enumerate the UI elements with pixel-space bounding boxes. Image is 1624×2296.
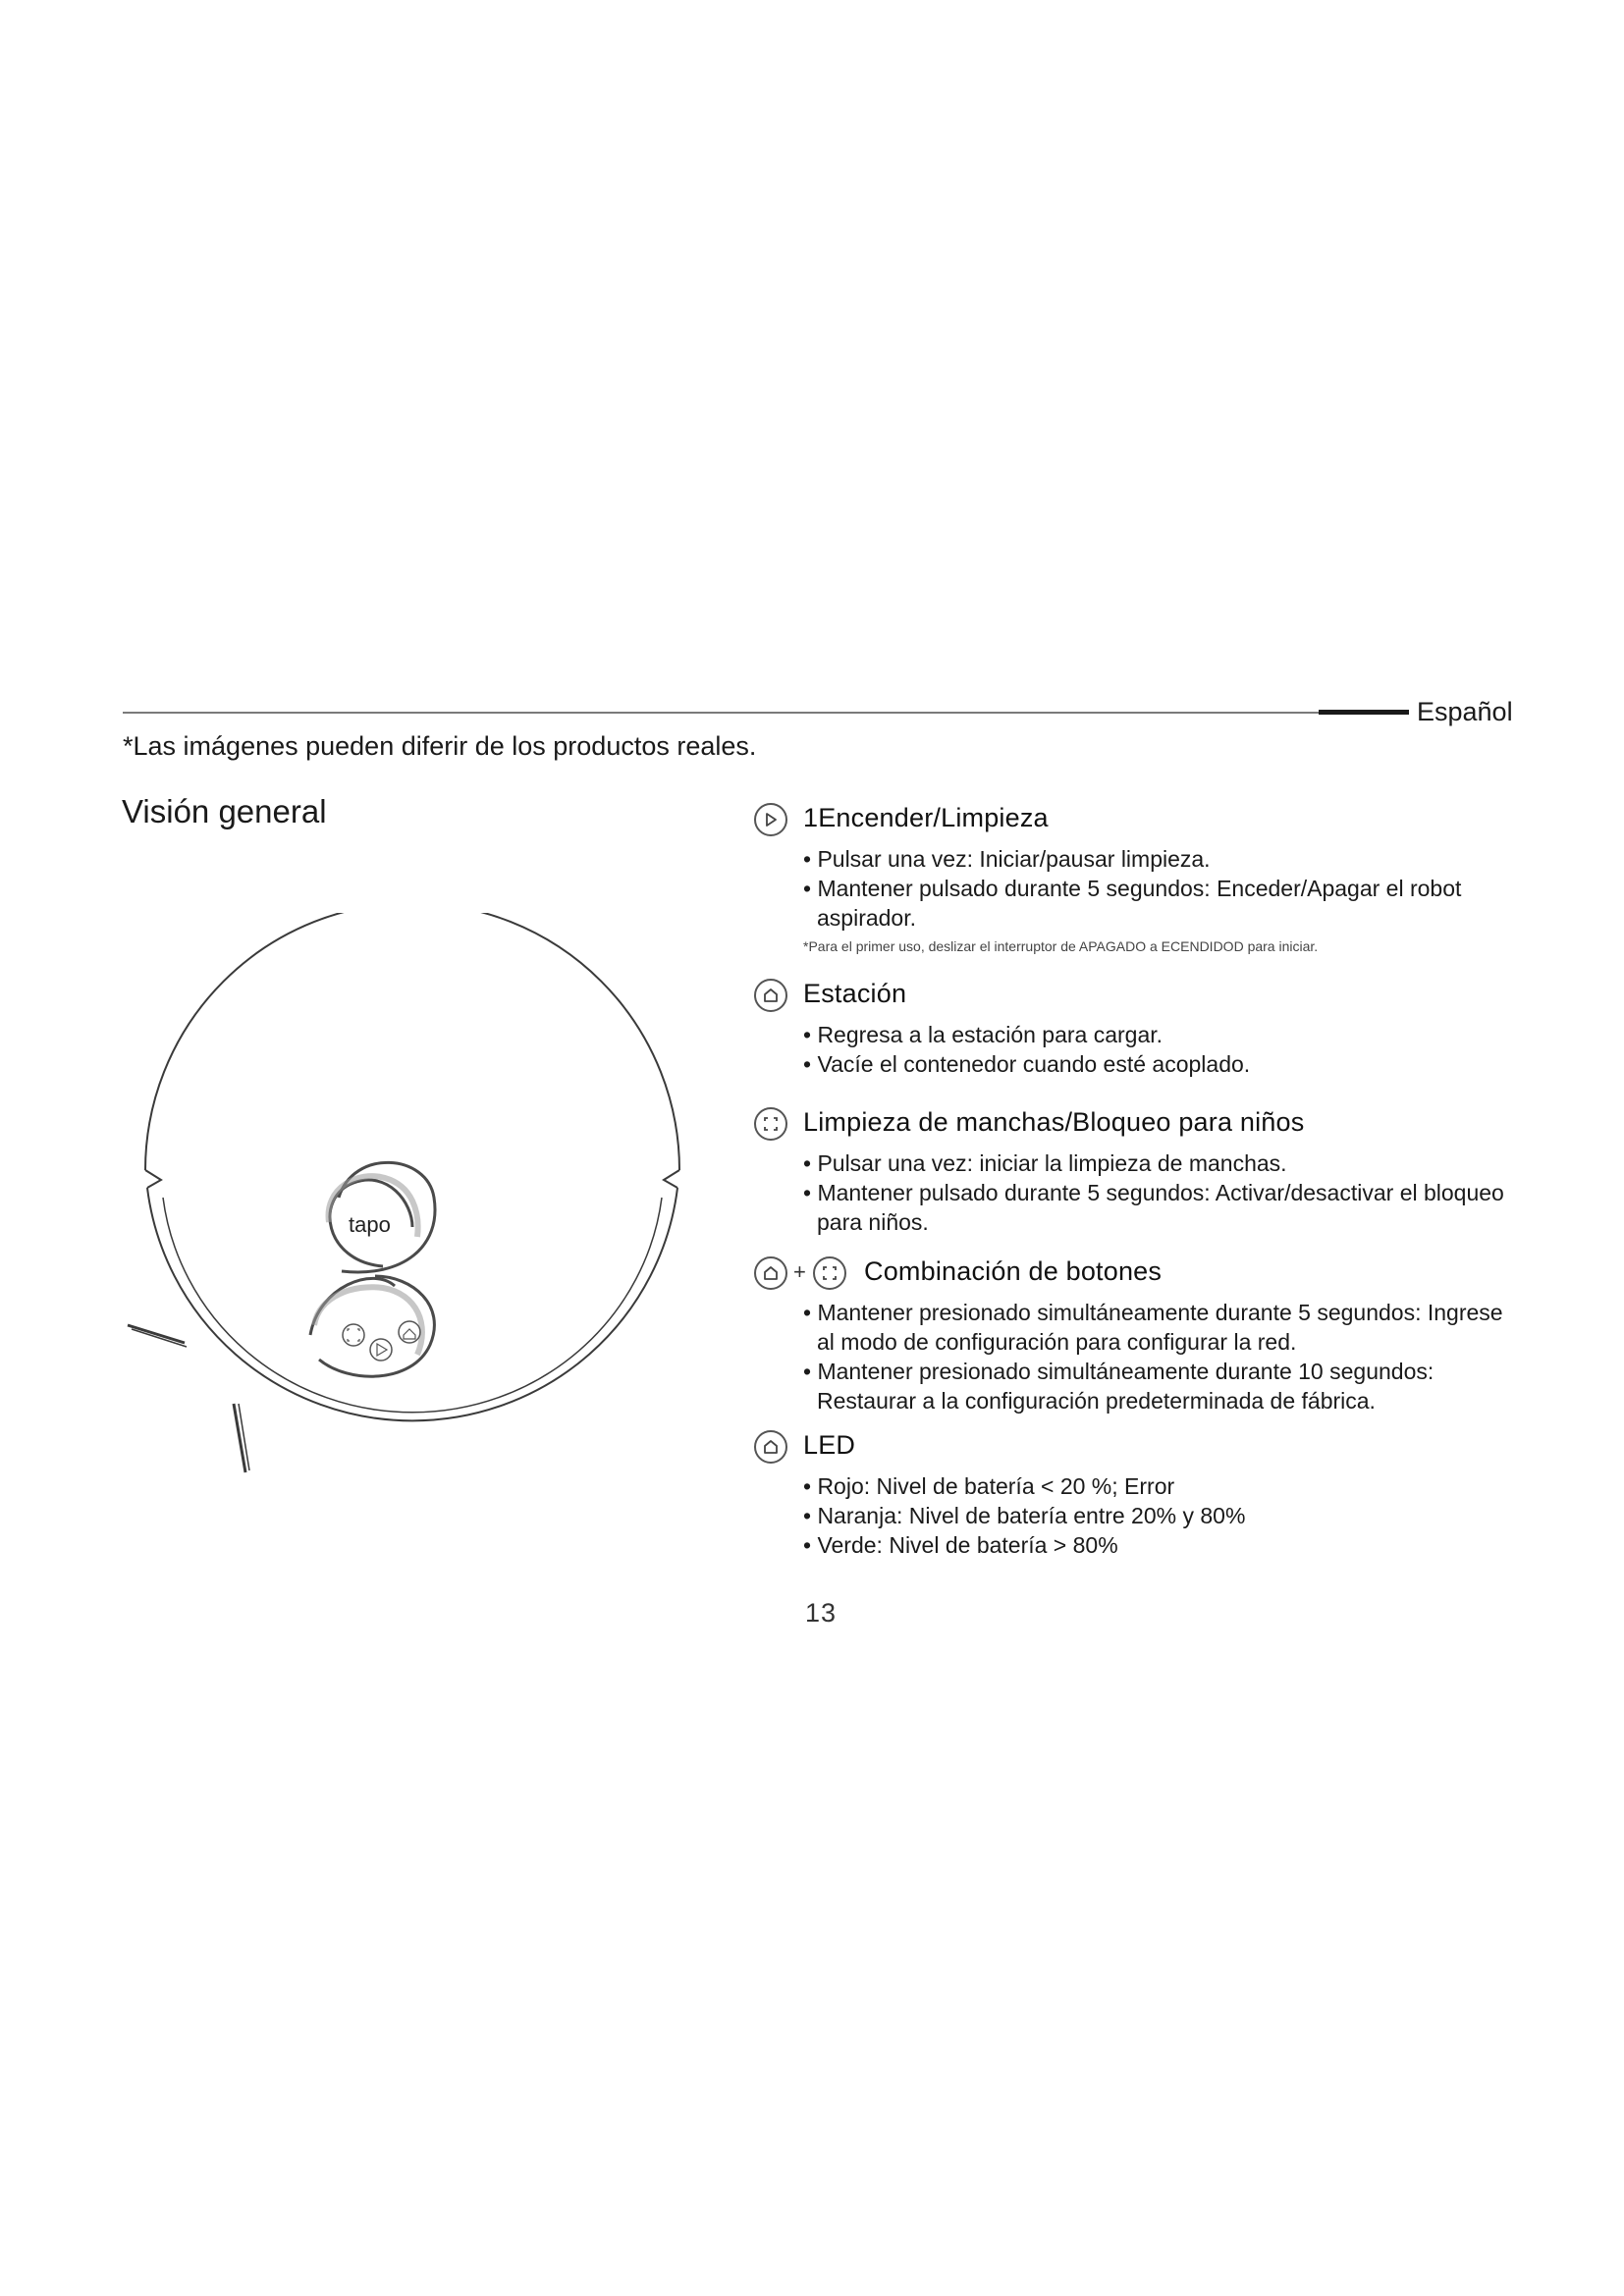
spot-clean-icon: [813, 1256, 846, 1290]
home-icon: [754, 1430, 787, 1464]
feature-title: LED: [803, 1430, 856, 1460]
feature-item: • Pulsar una vez: Iniciar/pausar limpieza.: [803, 846, 1211, 872]
feature-item: • Mantener pulsado durante 5 segundos: Enceder/Apagar el robot aspirador.: [803, 876, 1462, 931]
feature-note: *Para el primer uso, deslizar el interruptor de APAGADO a ECENDIDOD para iniciar.: [803, 938, 1319, 954]
feature-item: • Pulsar una vez: iniciar la limpieza de manchas.: [803, 1150, 1287, 1176]
play-icon: [754, 803, 787, 836]
feature-item: • Vacíe el contenedor cuando esté acoplado.: [803, 1051, 1251, 1077]
feature-item: • Mantener presionado simultáneamente durante 5 segundos: Ingrese al modo de configuración para configurar la red.: [803, 1300, 1503, 1355]
section-title: Visión general: [122, 793, 327, 829]
feature-item: • Mantener pulsado durante 5 segundos: Activar/desactivar el bloqueo para niños.: [803, 1180, 1504, 1235]
feature-item: • Regresa a la estación para cargar.: [803, 1022, 1164, 1047]
plus-sign: +: [793, 1259, 806, 1284]
feature-button-combo: [754, 1256, 1520, 1415]
feature-title: Combinación de botones: [864, 1256, 1163, 1286]
robot-logo: tapo: [349, 1212, 391, 1237]
feature-item: • Verde: Nivel de batería > 80%: [803, 1532, 1118, 1558]
disclaimer-text: *Las imágenes pueden diferir de los productos reales.: [123, 731, 757, 761]
feature-spot-clean: [754, 1107, 1520, 1237]
language-label: Español: [1417, 697, 1513, 726]
feature-item: • Mantener presionado simultáneamente durante 10 segundos: Restaurar a la configuración predeterminada de fábrica.: [803, 1359, 1435, 1414]
feature-title: 1Encender/Limpieza: [803, 803, 1049, 832]
page-number: 13: [805, 1598, 838, 1628]
feature-item: • Rojo: Nivel de batería < 20 %; Error: [803, 1473, 1175, 1499]
spot-clean-icon: [754, 1107, 787, 1141]
feature-power-clean: [754, 803, 1520, 954]
feature-led: [754, 1430, 1520, 1560]
home-icon: [754, 979, 787, 1012]
header-rule-accent: [1319, 710, 1409, 715]
home-icon: [754, 1256, 787, 1290]
feature-station: [754, 979, 1520, 1079]
feature-title: Estación: [803, 979, 907, 1008]
header-rule: [123, 712, 1319, 714]
feature-title: Limpieza de manchas/Bloqueo para niños: [803, 1107, 1305, 1137]
feature-item: • Naranja: Nivel de batería entre 20% y 80%: [803, 1503, 1246, 1528]
robot-vacuum-illustration: [118, 913, 707, 1492]
